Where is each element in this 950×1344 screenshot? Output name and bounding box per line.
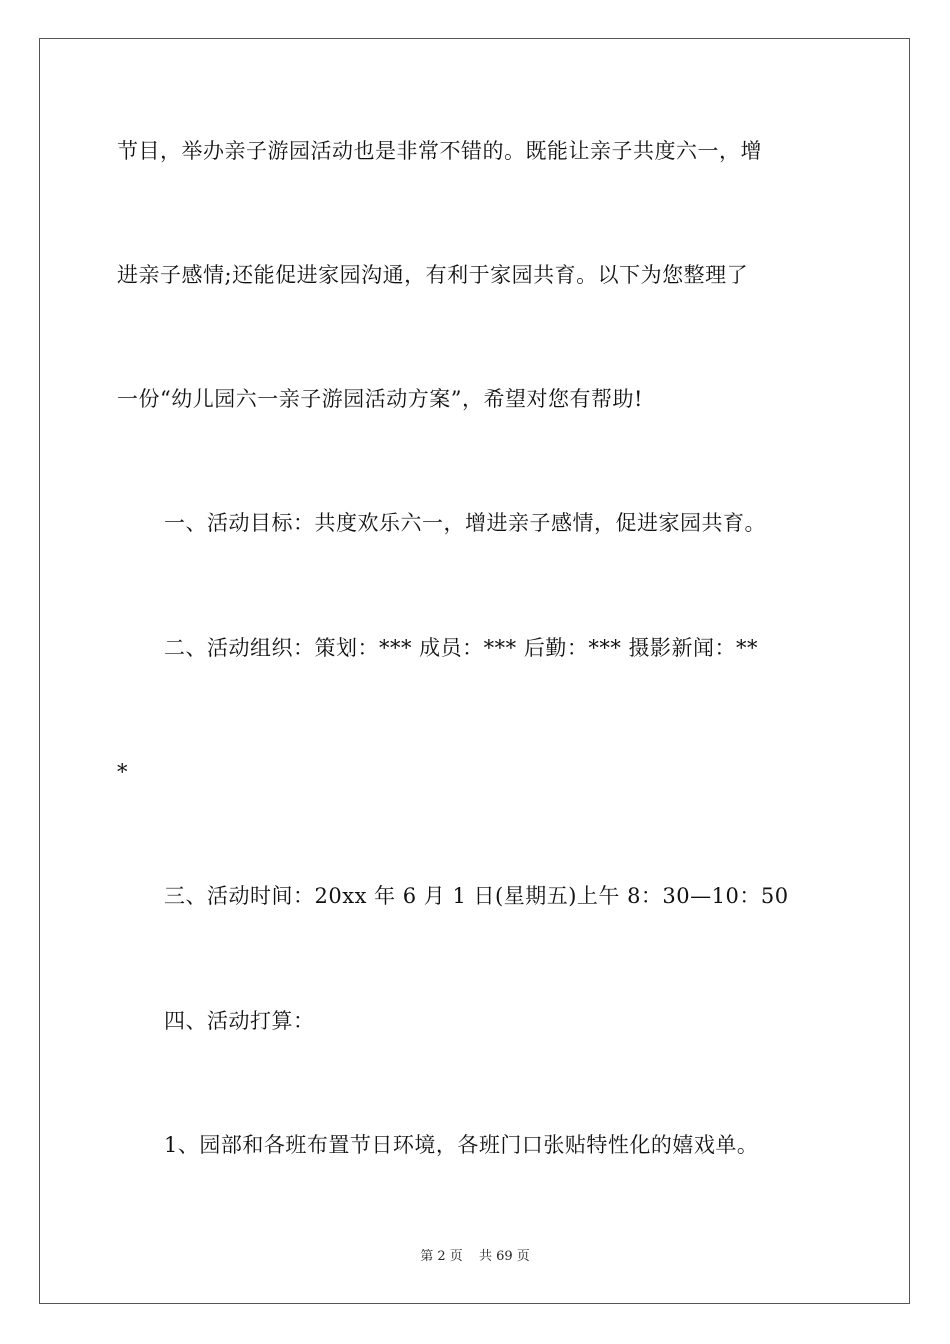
text-line: 节目，举办亲子游园活动也是非常不错的。既能让亲子共度六一，增 xyxy=(117,139,762,163)
section-heading-time: 三、活动时间：20xx 年 6 月 1 日(星期五)上午 8：30—10：50 xyxy=(164,884,789,908)
section-heading-organization: 二、活动组织：策划：*** 成员：*** 后勤：*** 摄影新闻：** xyxy=(164,636,759,660)
text-line: * xyxy=(117,760,128,784)
page-number: 第 2 页 xyxy=(420,1249,463,1264)
total-pages: 共 69 页 xyxy=(478,1249,530,1264)
page-frame xyxy=(39,38,910,1304)
section-heading-plan: 四、活动打算： xyxy=(164,1009,315,1033)
list-item: 1、园部和各班布置节日环境，各班门口张贴特性化的嬉戏单。 xyxy=(164,1133,759,1157)
page-footer xyxy=(0,1248,950,1266)
text-line: 进亲子感情;还能促进家园沟通，有利于家园共育。以下为您整理了 xyxy=(117,263,749,287)
section-heading-goal: 一、活动目标：共度欢乐六一，增进亲子感情，促进家园共育。 xyxy=(164,511,766,535)
text-line: 一份“幼儿园六一亲子游园活动方案”，希望对您有帮助! xyxy=(117,387,643,411)
